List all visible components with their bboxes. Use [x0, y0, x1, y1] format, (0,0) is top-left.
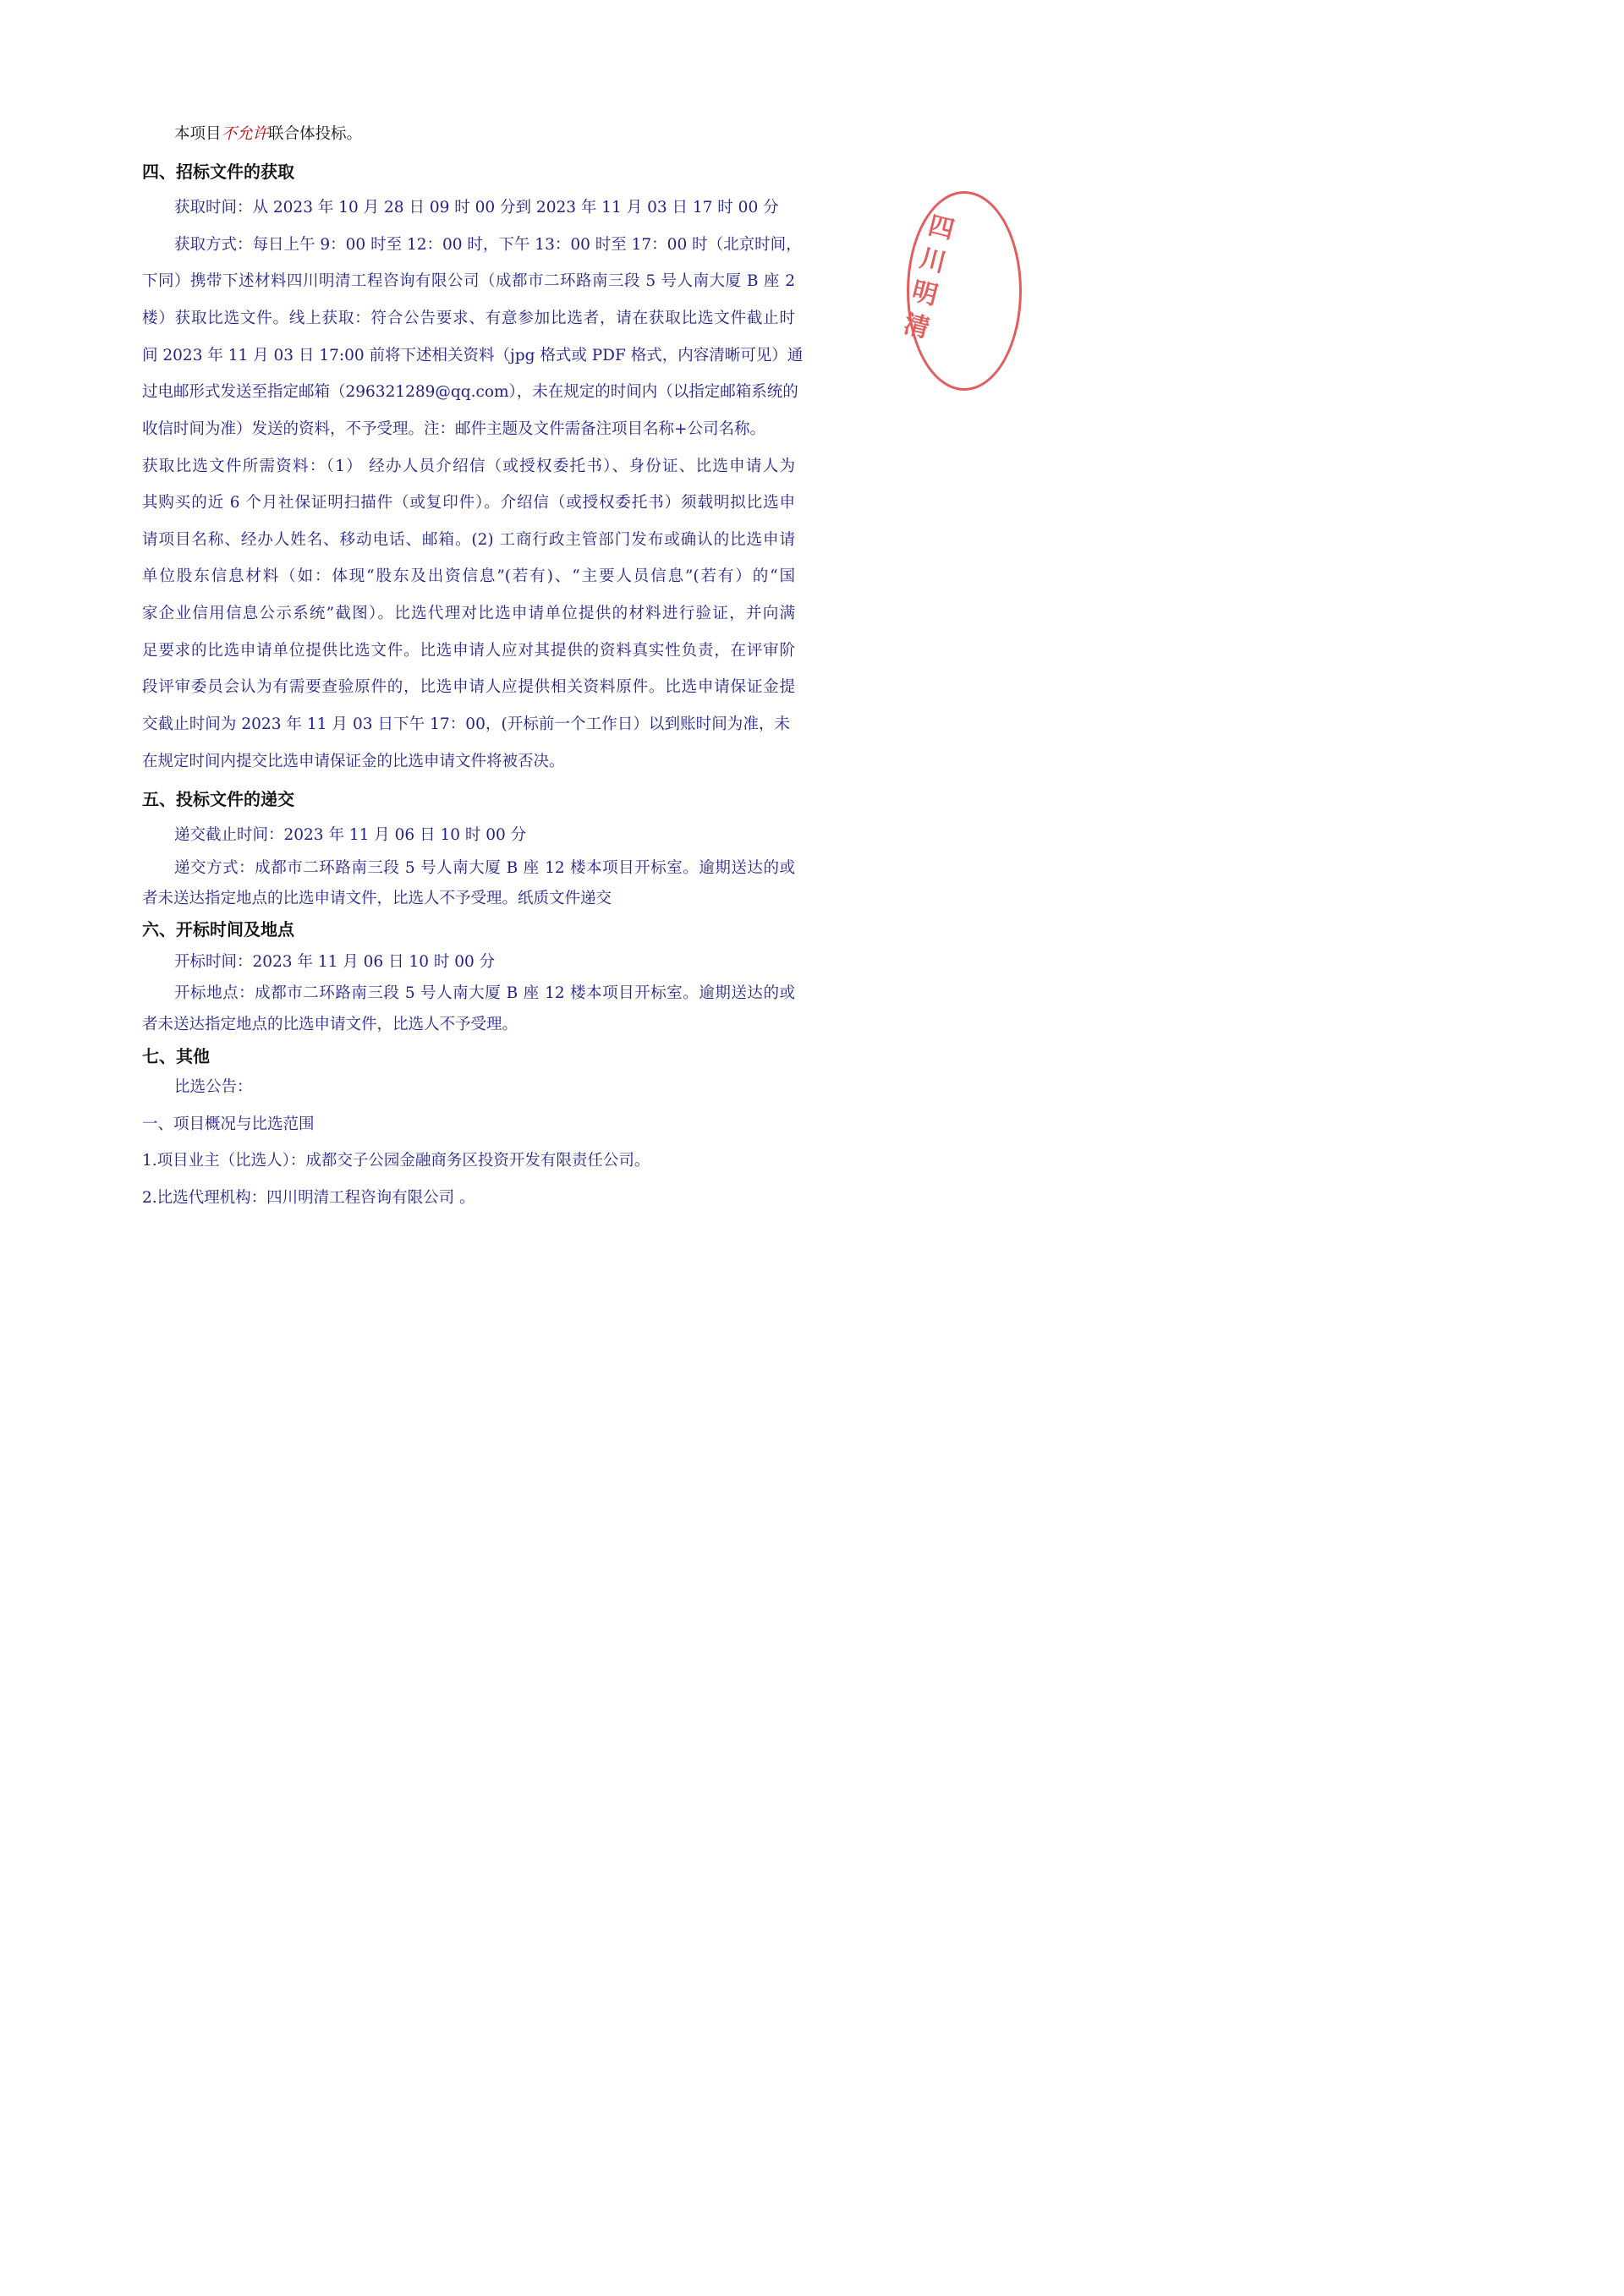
- intro-prefix: 本项目: [174, 125, 222, 143]
- intro-emphasis: 不允许: [221, 125, 269, 143]
- section-heading-7: 七、其他: [142, 1046, 210, 1066]
- s7-line: 一、项目概况与比选范围: [142, 1115, 315, 1133]
- s4-line: 其购买的近 6 个月社保证明扫描件（或复印件）。介绍信（或授权委托书）须载明拟比选申: [142, 494, 795, 512]
- s4-line: 家企业信用信息公示系统”截图）。比选代理对比选申请单位提供的材料进行验证，并向满: [142, 605, 795, 622]
- s4-line: 获取比选文件所需资料：（1） 经办人员介绍信（或授权委托书）、身份证、比选申请人为: [142, 458, 795, 475]
- s4-line: 过电邮形式发送至指定邮箱（296321289@qq.com），未在规定的时间内（以指定邮箱系统的: [142, 383, 798, 401]
- section-heading-6: 六、开标时间及地点: [142, 919, 294, 940]
- s4-line: 获取方式：每日上午 9：00 时至 12：00 时，下午 13：00 时至 17：00 时（北京时间，: [174, 236, 802, 254]
- s7-line: 比选公告：: [174, 1078, 253, 1096]
- s4-line: 段评审委员会认为有需要查验原件的，比选申请人应提供相关资料原件。比选申请保证金提: [142, 678, 795, 696]
- s4-line: 单位股东信息材料（如：体现“股东及出资信息”(若有)、“主要人员信息”(若有）的“国: [142, 567, 795, 585]
- s7-line: 2.比选代理机构：四川明清工程咨询有限公司 。: [142, 1189, 475, 1207]
- document-page: [0, 0, 957, 1324]
- seal-text: 四川明清: [900, 211, 957, 344]
- company-seal-stamp: [900, 191, 1022, 391]
- s4-line: 足要求的比选申请单位提供比选文件。比选申请人应对其提供的资料真实性负责，在评审阶: [142, 642, 795, 660]
- s4-line: 获取时间：从 2023 年 10 月 28 日 09 时 00 分到 2023 年 11 月 03 日 17 时 00 分: [174, 199, 779, 216]
- s6-line: 开标时间：2023 年 11 月 06 日 10 时 00 分: [174, 953, 496, 971]
- s5-line: 递交截止时间：2023 年 11 月 06 日 10 时 00 分: [174, 826, 527, 844]
- s4-line: 在规定时间内提交比选申请保证金的比选申请文件将被否决。: [142, 753, 565, 770]
- s5-line: 递交方式：成都市二环路南三段 5 号人南大厦 B 座 12 楼本项目开标室。逾期送达的或: [174, 859, 795, 877]
- s6-line: 开标地点：成都市二环路南三段 5 号人南大厦 B 座 12 楼本项目开标室。逾期送达的或: [174, 984, 795, 1002]
- s4-line: 间 2023 年 11 月 03 日 17:00 前将下述相关资料（jpg 格式或 PDF 格式，内容清晰可见）通: [142, 347, 804, 364]
- section-heading-4: 四、招标文件的获取: [142, 162, 294, 182]
- s4-line: 请项目名称、经办人姓名、移动电话、邮箱。(2) 工商行政主管部门发布或确认的比选申请: [142, 531, 795, 549]
- s4-line: 下同）携带下述材料四川明清工程咨询有限公司（成都市二环路南三段 5 号人南大厦 B 座 2: [142, 272, 795, 290]
- s4-line: 楼）获取比选文件。线上获取：符合公告要求、有意参加比选者，请在获取比选文件截止时: [142, 310, 795, 327]
- intro-line: [174, 122, 362, 144]
- s4-line: 收信时间为准）发送的资料，不予受理。注：邮件主题及文件需备注项目名称+公司名称。: [142, 420, 766, 438]
- section-heading-5: 五、投标文件的递交: [142, 789, 294, 809]
- s6-line: 者未送达指定地点的比选申请文件，比选人不予受理。: [142, 1016, 518, 1033]
- intro-suffix: 联合体投标。: [268, 125, 363, 143]
- s7-line: 1.项目业主（比选人）：成都交子公园金融商务区投资开发有限责任公司。: [142, 1152, 650, 1170]
- s4-line: 交截止时间为 2023 年 11 月 03 日下午 17：00，(开标前一个工作日）以到账时间为准，未: [142, 715, 790, 733]
- s5-line: 者未送达指定地点的比选申请文件，比选人不予受理。纸质文件递交: [142, 890, 612, 907]
